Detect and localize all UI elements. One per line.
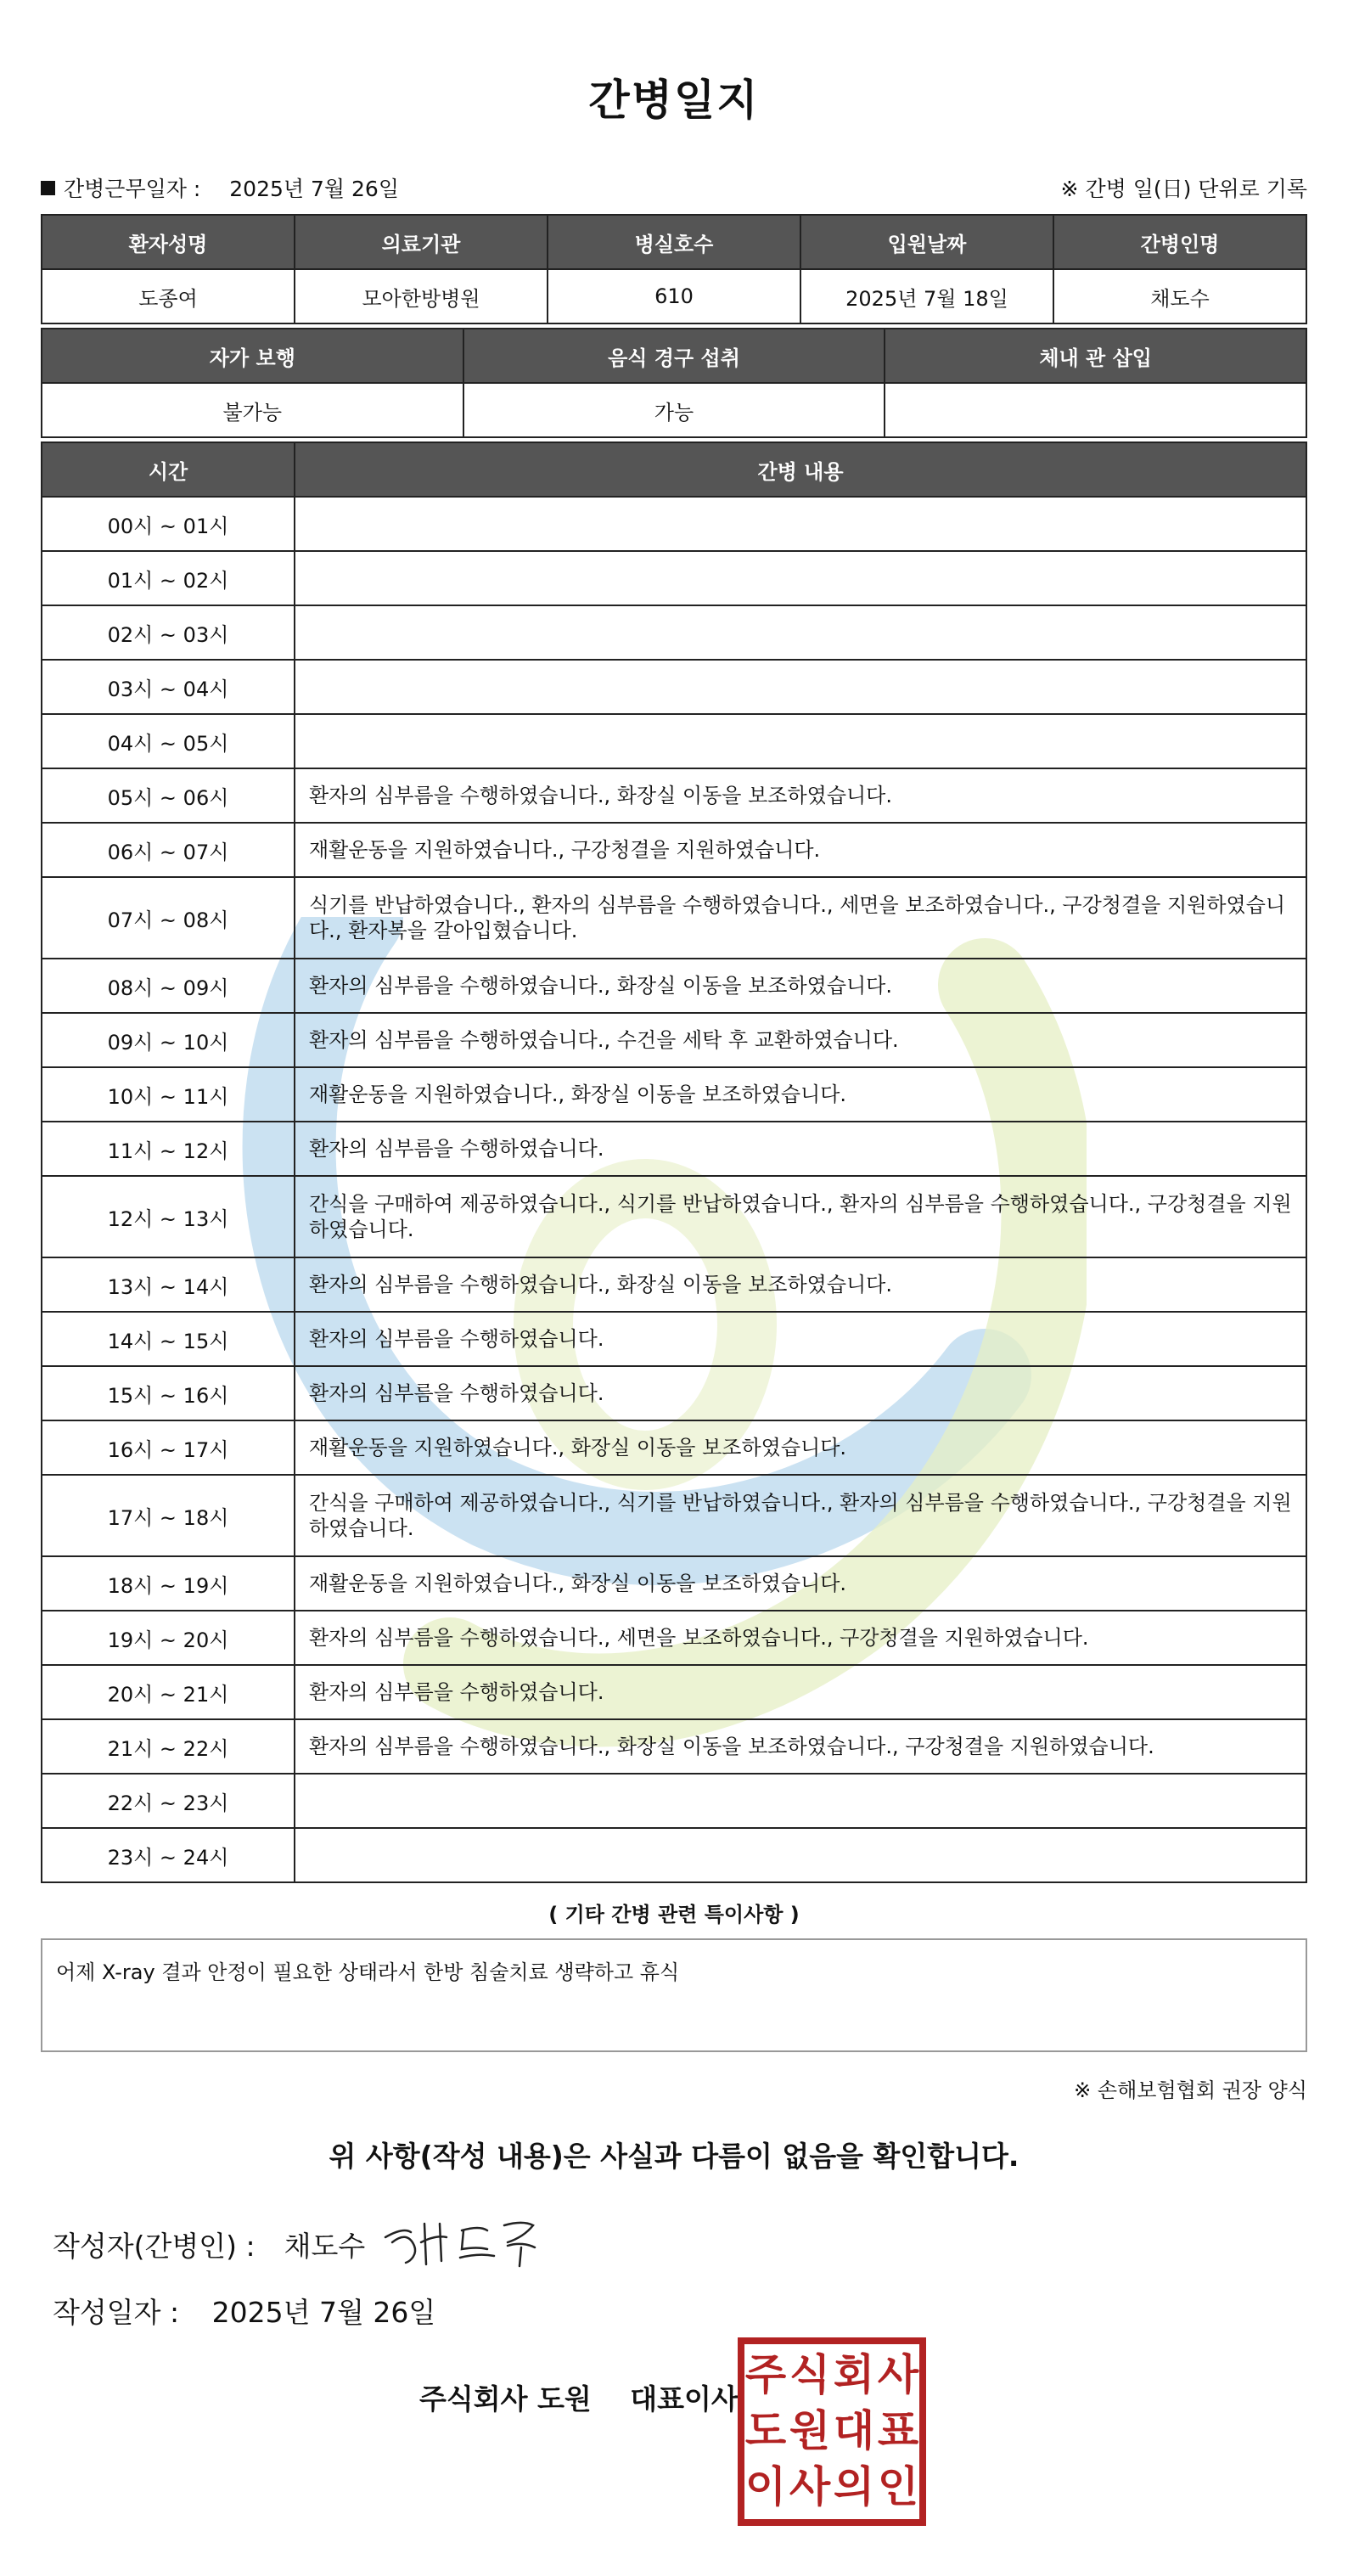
hospital-name: 모아한방병원	[295, 269, 548, 323]
room-number: 610	[548, 269, 800, 323]
care-content-cell: 재활운동을 지원하였습니다., 화장실 이동을 보조하였습니다.	[295, 1067, 1306, 1122]
work-date-value: 2025년 7월 26일	[229, 177, 399, 201]
header-tube: 체내 관 삽입	[885, 329, 1306, 383]
time-slot-cell: 22시 ~ 23시	[42, 1774, 295, 1828]
time-slot-cell: 02시 ~ 03시	[42, 605, 295, 660]
table-row	[42, 768, 1306, 823]
table-row	[42, 959, 1306, 1013]
table-row	[42, 1420, 1306, 1475]
header-caregiver: 간병인명	[1053, 215, 1306, 269]
table-row	[42, 1176, 1306, 1257]
time-slot-cell: 08시 ~ 09시	[42, 959, 295, 1013]
recommend-note: ※ 손해보험협회 권장 양식	[1074, 2078, 1307, 2102]
table-row	[42, 497, 1306, 551]
time-slot-cell: 15시 ~ 16시	[42, 1366, 295, 1420]
company-name: 주식회사 도원	[419, 2382, 592, 2416]
oral-intake-status: 가능	[463, 383, 885, 437]
seal-character: 인	[877, 2461, 919, 2511]
table-row	[42, 1611, 1306, 1665]
care-content-cell	[295, 660, 1306, 714]
header-care-content: 간병 내용	[295, 442, 1306, 497]
company-seal-stamp	[737, 2337, 927, 2527]
time-slot-cell: 04시 ~ 05시	[42, 714, 295, 768]
table-header-row	[42, 215, 1306, 269]
admission-date: 2025년 7월 18일	[800, 269, 1053, 323]
time-slot-cell: 17시 ~ 18시	[42, 1475, 295, 1556]
time-slot-cell: 11시 ~ 12시	[42, 1122, 295, 1176]
written-date-line	[53, 2291, 435, 2331]
seal-character: 이	[744, 2461, 787, 2511]
time-slot-cell: 01시 ~ 02시	[42, 551, 295, 605]
care-log-table	[41, 442, 1307, 1883]
seal-character: 표	[877, 2405, 919, 2455]
walking-status: 불가능	[42, 383, 463, 437]
time-slot-cell: 07시 ~ 08시	[42, 877, 295, 959]
care-content-cell: 환자의 심부름을 수행하였습니다., 화장실 이동을 보조하였습니다.	[295, 959, 1306, 1013]
table-row	[42, 1828, 1306, 1882]
table-row	[42, 1067, 1306, 1122]
time-slot-cell: 19시 ~ 20시	[42, 1611, 295, 1665]
work-date-label: 간병근무일자 :	[64, 177, 201, 201]
page-title: 간병일지	[588, 76, 760, 125]
header-admission-date: 입원날짜	[800, 215, 1053, 269]
care-content-cell: 환자의 심부름을 수행하였습니다., 화장실 이동을 보조하였습니다.	[295, 1257, 1306, 1312]
care-content-cell	[295, 497, 1306, 551]
time-slot-cell: 21시 ~ 22시	[42, 1719, 295, 1774]
care-content-cell: 환자의 심부름을 수행하였습니다., 수건을 세탁 후 교환하였습니다.	[295, 1013, 1306, 1067]
header-time: 시간	[42, 442, 295, 497]
caregiver-name: 채도수	[1053, 269, 1306, 323]
care-content-cell: 환자의 심부름을 수행하였습니다.	[295, 1312, 1306, 1366]
care-content-cell: 재활운동을 지원하였습니다., 화장실 이동을 보조하였습니다.	[295, 1556, 1306, 1611]
table-row	[42, 1719, 1306, 1774]
table-row	[42, 383, 1306, 437]
table-row	[42, 1013, 1306, 1067]
time-slot-cell: 09시 ~ 10시	[42, 1013, 295, 1067]
seal-character: 원	[789, 2405, 831, 2455]
remarks-title: ( 기타 간병 관련 특이사항 )	[548, 1903, 800, 1926]
confirm-statement: 위 사항(작성 내용)은 사실과 다름이 없음을 확인합니다.	[329, 2140, 1019, 2173]
seal-character: 도	[744, 2405, 787, 2455]
care-content-cell	[295, 714, 1306, 768]
care-content-cell	[295, 1828, 1306, 1882]
seal-character: 주	[744, 2349, 787, 2399]
care-content-cell	[295, 605, 1306, 660]
table-row	[42, 660, 1306, 714]
table-row	[42, 1665, 1306, 1719]
time-slot-cell: 10시 ~ 11시	[42, 1067, 295, 1122]
table-row	[42, 1475, 1306, 1556]
time-slot-cell: 23시 ~ 24시	[42, 1828, 295, 1882]
care-content-cell	[295, 551, 1306, 605]
care-content-cell: 재활운동을 지원하였습니다., 구강청결을 지원하였습니다.	[295, 823, 1306, 877]
time-slot-cell: 20시 ~ 21시	[42, 1665, 295, 1719]
writer-label: 작성자(간병인) :	[53, 2230, 256, 2263]
tube-status	[885, 383, 1306, 437]
care-content-cell	[295, 1774, 1306, 1828]
care-content-cell: 환자의 심부름을 수행하였습니다.	[295, 1366, 1306, 1420]
seal-character: 대	[833, 2405, 875, 2455]
writer-name: 채도수	[284, 2230, 366, 2263]
seal-character: 사	[789, 2461, 831, 2511]
care-content-cell: 간식을 구매하여 제공하였습니다., 식기를 반납하였습니다., 환자의 심부름을 수행하였습니다., 구강청결을 지원하였습니다.	[295, 1475, 1306, 1556]
table-row	[42, 823, 1306, 877]
patient-name: 도종여	[42, 269, 295, 323]
care-content-cell: 환자의 심부름을 수행하였습니다.	[295, 1122, 1306, 1176]
care-content-cell: 환자의 심부름을 수행하였습니다., 화장실 이동을 보조하였습니다., 구강청결을 지원하였습니다.	[295, 1719, 1306, 1774]
seal-character: 회	[833, 2349, 875, 2399]
table-row	[42, 1312, 1306, 1366]
table-header-row	[42, 329, 1306, 383]
table-row	[42, 551, 1306, 605]
table-header-row	[42, 442, 1306, 497]
table-row	[42, 1366, 1306, 1420]
care-content-cell: 환자의 심부름을 수행하였습니다., 세면을 보조하였습니다., 구강청결을 지원하였습니다.	[295, 1611, 1306, 1665]
header-room: 병실호수	[548, 215, 800, 269]
table-row	[42, 1556, 1306, 1611]
header-walking: 자가 보행	[42, 329, 463, 383]
header-oral-intake: 음식 경구 섭취	[463, 329, 885, 383]
seal-character: 의	[833, 2461, 875, 2511]
patient-status-table	[41, 328, 1307, 438]
table-row	[42, 714, 1306, 768]
patient-info-table	[41, 214, 1307, 324]
time-slot-cell: 05시 ~ 06시	[42, 768, 295, 823]
written-date-value: 2025년 7월 26일	[211, 2296, 436, 2329]
care-content-cell: 환자의 심부름을 수행하였습니다., 화장실 이동을 보조하였습니다.	[295, 768, 1306, 823]
record-unit-note: ※ 간병 일(日) 단위로 기록	[1060, 177, 1307, 201]
care-content-cell: 간식을 구매하여 제공하였습니다., 식기를 반납하였습니다., 환자의 심부름을 수행하였습니다., 구강청결을 지원하였습니다.	[295, 1176, 1306, 1257]
time-slot-cell: 03시 ~ 04시	[42, 660, 295, 714]
table-row	[42, 1257, 1306, 1312]
care-content-cell: 식기를 반납하였습니다., 환자의 심부름을 수행하였습니다., 세면을 보조하였습니다., 구강청결을 지원하였습니다., 환자복을 갈아입혔습니다.	[295, 877, 1306, 959]
work-date-line	[41, 172, 399, 203]
time-slot-cell: 18시 ~ 19시	[42, 1556, 295, 1611]
time-slot-cell: 06시 ~ 07시	[42, 823, 295, 877]
time-slot-cell: 16시 ~ 17시	[42, 1420, 295, 1475]
written-date-label: 작성일자 :	[53, 2296, 180, 2329]
care-content-cell: 환자의 심부름을 수행하였습니다.	[295, 1665, 1306, 1719]
time-slot-cell: 13시 ~ 14시	[42, 1257, 295, 1312]
ceo-title: 대표이사	[630, 2382, 739, 2416]
header-hospital: 의료기관	[295, 215, 548, 269]
bullet-square-icon	[41, 181, 55, 195]
time-slot-cell: 14시 ~ 15시	[42, 1312, 295, 1366]
remarks-box: 어제 X-ray 결과 안정이 필요한 상태라서 한방 침술치료 생략하고 휴식	[41, 1938, 1307, 2052]
time-slot-cell: 12시 ~ 13시	[42, 1176, 295, 1257]
table-row	[42, 877, 1306, 959]
care-log-body	[42, 497, 1306, 1882]
company-line	[419, 2377, 739, 2417]
time-slot-cell: 00시 ~ 01시	[42, 497, 295, 551]
table-row	[42, 269, 1306, 323]
table-row	[42, 1774, 1306, 1828]
header-patient-name: 환자성명	[42, 215, 295, 269]
seal-character: 사	[877, 2349, 919, 2399]
care-content-cell: 재활운동을 지원하였습니다., 화장실 이동을 보조하였습니다.	[295, 1420, 1306, 1475]
handwritten-signature	[380, 2212, 542, 2271]
seal-character: 식	[789, 2349, 831, 2399]
table-row	[42, 1122, 1306, 1176]
table-row	[42, 605, 1306, 660]
writer-line	[53, 2224, 365, 2264]
